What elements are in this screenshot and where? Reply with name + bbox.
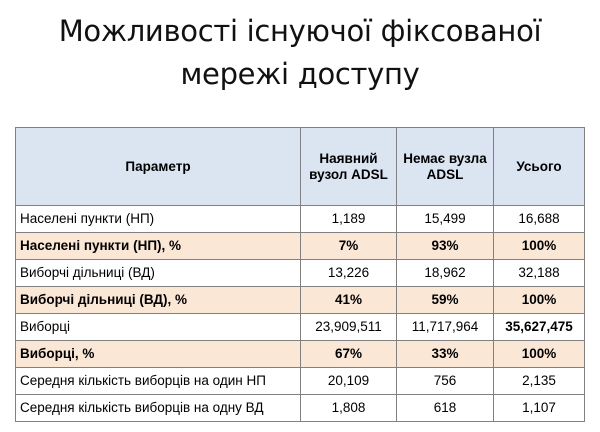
table-row (16, 287, 585, 314)
row-label: Населені пункти (НП) (16, 206, 301, 233)
cell-has-adsl: 1,808 (301, 395, 397, 422)
cell-total: 35,627,475 (494, 314, 585, 341)
cell-has-adsl: 20,109 (301, 368, 397, 395)
cell-total: 100% (494, 341, 585, 368)
cell-has-adsl: 41% (301, 287, 397, 314)
header-no-adsl: Немає вузла ADSL (397, 128, 494, 206)
table-row (16, 233, 585, 260)
cell-total: 100% (494, 233, 585, 260)
row-label: Населені пункти (НП), % (16, 233, 301, 260)
cell-no-adsl: 33% (397, 341, 494, 368)
row-label: Виборці (16, 314, 301, 341)
cell-total: 100% (494, 287, 585, 314)
cell-no-adsl: 15,499 (397, 206, 494, 233)
cell-total: 32,188 (494, 260, 585, 287)
row-label: Виборчі дільниці (ВД), % (16, 287, 301, 314)
cell-no-adsl: 93% (397, 233, 494, 260)
table-row (16, 314, 585, 341)
slide-title (0, 10, 600, 96)
cell-total: 1,107 (494, 395, 585, 422)
data-table (15, 127, 585, 422)
header-param: Параметр (16, 128, 301, 206)
slide-title-line-1: Можливості існуючої фіксованої (58, 14, 542, 48)
row-label: Виборці, % (16, 341, 301, 368)
cell-total: 16,688 (494, 206, 585, 233)
table-row (16, 341, 585, 368)
cell-has-adsl: 13,226 (301, 260, 397, 287)
cell-no-adsl: 11,717,964 (397, 314, 494, 341)
row-label: Виборчі дільниці (ВД) (16, 260, 301, 287)
cell-total: 2,135 (494, 368, 585, 395)
slide-title-line-2: мережі доступу (180, 57, 420, 91)
header-total: Усього (494, 128, 585, 206)
table-row (16, 395, 585, 422)
row-label: Середня кількість виборців на одну ВД (16, 395, 301, 422)
cell-no-adsl: 18,962 (397, 260, 494, 287)
cell-has-adsl: 23,909,511 (301, 314, 397, 341)
cell-has-adsl: 1,189 (301, 206, 397, 233)
table-row (16, 206, 585, 233)
cell-no-adsl: 756 (397, 368, 494, 395)
cell-no-adsl: 618 (397, 395, 494, 422)
cell-no-adsl: 59% (397, 287, 494, 314)
cell-has-adsl: 67% (301, 341, 397, 368)
header-has-adsl: Наявний вузол ADSL (301, 128, 397, 206)
cell-has-adsl: 7% (301, 233, 397, 260)
row-label: Середня кількість виборців на один НП (16, 368, 301, 395)
table-header-row (16, 128, 585, 206)
table-row (16, 368, 585, 395)
table-row (16, 260, 585, 287)
